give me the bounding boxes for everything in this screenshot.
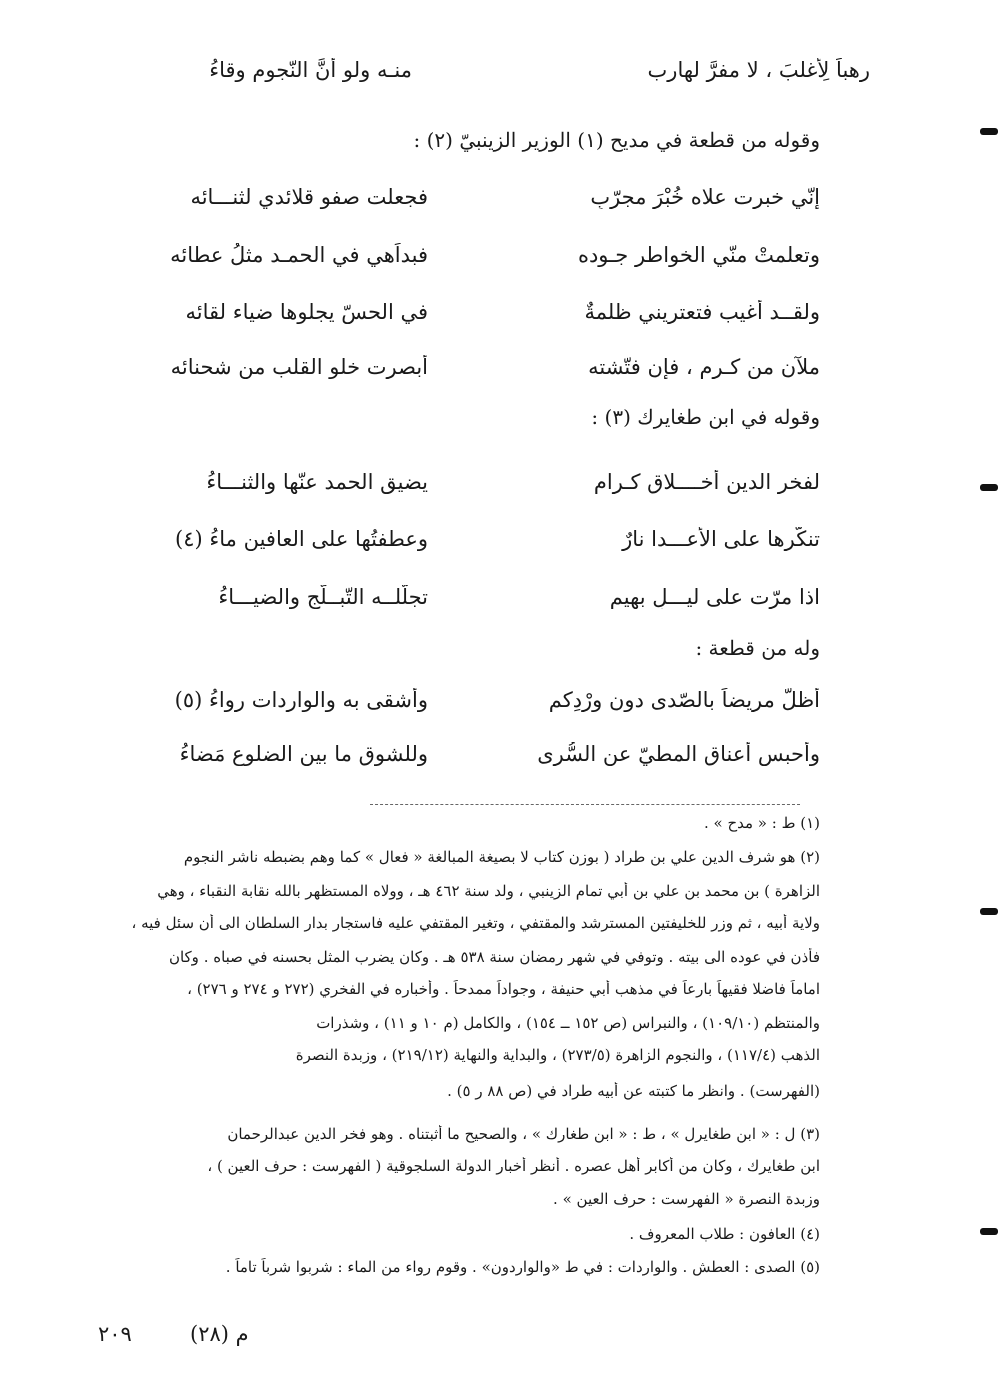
verse-hemistich-left: وعطفتُها على العافين ماءُ (٤)	[175, 527, 428, 551]
verse-hemistich-right: ملآن من كـرم ، فإن فتّشته	[588, 355, 820, 379]
verse-hemistich-right: لفخر الدين أخــــلاق كـرام	[593, 470, 820, 494]
footnote-line: الذهب (١١٧/٤) ، والنجوم الزاهرة (٢٧٣/٥) ، والبداية والنهاية (٢١٩/١٢) ، وزبدة النصرة	[295, 1046, 820, 1064]
verse-top-left: منـه ولو أنَّ النّجوم وقاءُ	[209, 58, 412, 82]
intro-line: وله من قطعة :	[695, 636, 820, 660]
verse-hemistich-left: في الحسّ يجلوها ضياء لقائه	[185, 300, 428, 324]
verse-hemistich-right: ولقــد أغيب فتعتريني ظلمةٌ	[584, 300, 820, 324]
verse-hemistich-left: يضيق الحمد عنّها والثنـــاءُ	[206, 470, 428, 494]
signature-mark: م (٢٨)	[190, 1322, 249, 1346]
verse-hemistich-left: فجعلت صفو قلائدي لثنـــائه	[190, 185, 428, 209]
footnote-line: ولاية أبيه ، ثم وزر للخليفتين المسترشد والمقتفي ، وتغير المقتفي عليه فاستجار بدار السلطان الى أن سئل فيه ،	[131, 914, 820, 932]
intro-line: وقوله في ابن طغايرك (٣) :	[591, 405, 820, 429]
footnote-line: (١) ط : « مدح » .	[703, 814, 820, 832]
edge-marker	[980, 908, 998, 915]
footnote-line: (٢) هو شرف الدين علي بن طراد ( بوزن كتاب لا بصيغة المبالغة « فعال » كما وهم بضبطه ناشر النجوم	[183, 848, 820, 866]
verse-hemistich-left: وأشقى به والواردات رِواءُ (٥)	[174, 688, 428, 712]
footnote-divider	[370, 804, 800, 805]
footnote-line: (الفهرست) . وانظر ما كتبته عن أبيه طراد في (ص ٨٨ ر ٥) .	[447, 1082, 820, 1100]
footnote-line: (٥) الصدى : العطش . والواردات : في ط «والواردون» . وقوم رواء من الماء : شربوا شرباً تاماً .	[225, 1258, 820, 1276]
footnote-line: (٣) ل : « ابن طغايرل » ، ط : « ابن طغارك » ، والصحيح ما أثبتناه . وهو فخر الدين عبدالرحمان	[227, 1125, 820, 1143]
footnote-line: والمنتظم (١٠٩/١٠) ، والنبراس (ص ١٥٢ ــ ١٥٤) ، والكامل (م ١٠ و ١١) ، وشذرات	[316, 1014, 820, 1032]
intro-line: وقوله من قطعة في مديح (١) الوزير الزينبيّ (٢) :	[413, 128, 820, 152]
verse-hemistich-right: اذا مرّت على ليـــلٍ بهيمٍ	[609, 585, 820, 609]
verse-hemistich-left: أبصرت خلو القلب من شحنائه	[170, 355, 428, 379]
edge-marker	[980, 128, 998, 135]
verse-hemistich-left: تجلّلــه التّبــلّج والضيـــاءُ	[218, 585, 428, 609]
footnote-line: اماماً فاضلا فقيهاً بارعاً في مذهب أبي حنيفة ، وجواداً ممدحاً . وأخباره في الفخري (٢٧٢ و ٢٧٤ و ٢٧٦) ،	[187, 980, 820, 998]
edge-marker	[980, 1228, 998, 1235]
verse-hemistich-right: وتعلمتْ منّي الخواطر جـوده	[577, 243, 820, 267]
page-number: ٢٠٩	[98, 1322, 132, 1346]
footnote-line: ابن طغايرك ، وكان من أكابر أهل عصره . أنظر أخبار الدولة السلجوقية ( الفهرست : حرف العين ) ،	[207, 1157, 820, 1175]
footnote-line: الزاهرة ) بن محمد بن علي بن أبي تمام الزينبي ، ولد سنة ٤٦٢ هـ ، وولاه المستظهر بالله نقابة النقباء ، وهي	[157, 882, 820, 900]
verse-hemistich-right: إنّي خبرت علاه خُبْرَ مجرّبٍ	[590, 185, 820, 209]
footnote-line: فأذن في عوده الى بيته . وتوفي في شهر رمضان سنة ٥٣٨ هـ . وكان يضرب المثل بحسنه في صباه . وكان	[168, 948, 820, 966]
edge-marker	[980, 484, 998, 491]
verse-top-right: رهباً لِأغلبَ ، لا مفرَّ لهارب	[647, 58, 870, 82]
verse-hemistich-right: تنكّرها على الأعـــدا نارٌ	[622, 527, 820, 551]
verse-hemistich-right: أظلّ مريضاً بالصّدى دون وِرْدِكم	[548, 688, 820, 712]
verse-hemistich-left: فبداَهي في الحمـد مثلُ عطائه	[170, 243, 428, 267]
footnote-line: وزبدة النصرة « الفهرست : حرف العين » .	[553, 1190, 820, 1208]
verse-hemistich-left: وللشوق ما بين الضلوع مَضاءُ	[179, 742, 428, 766]
footnote-line: (٤) العافون : طلاب المعروف .	[629, 1225, 820, 1243]
verse-hemistich-right: وأحبس أعناق المطيّ عن السُّرى	[537, 742, 820, 766]
